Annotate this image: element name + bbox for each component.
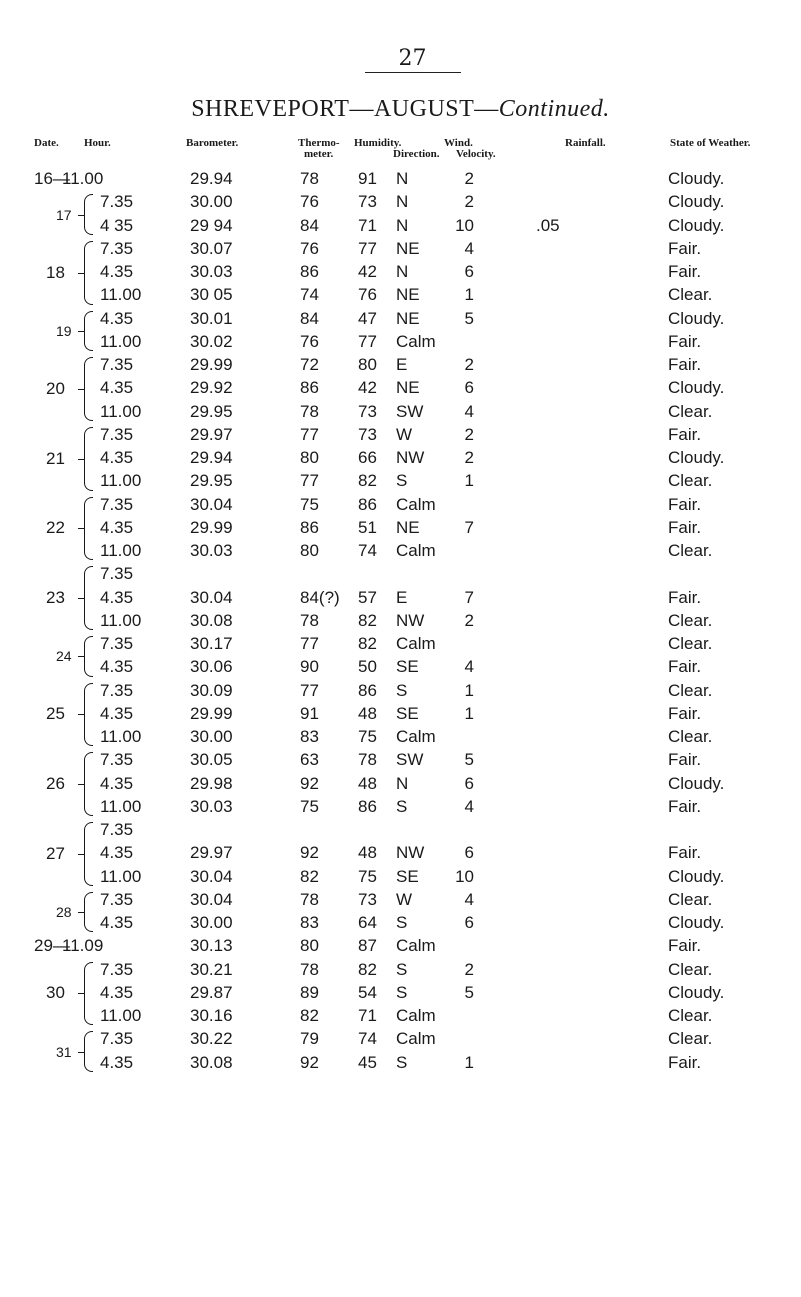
cell-hour: 11.09 bbox=[62, 936, 104, 956]
cell-humidity: 73 bbox=[358, 192, 377, 212]
cell-humidity: 77 bbox=[358, 331, 377, 351]
cell-wind-direction: SE bbox=[396, 703, 419, 723]
cell-barometer: 29.99 bbox=[190, 517, 233, 537]
cell-wind-direction: S bbox=[396, 680, 408, 700]
header-wind: Wind. bbox=[444, 137, 473, 149]
cell-hour: 11.00 bbox=[100, 866, 142, 886]
cell-humidity: 86 bbox=[358, 680, 377, 700]
cell-humidity: 71 bbox=[358, 215, 377, 235]
cell-wind-direction: NE bbox=[396, 517, 420, 537]
cell-hour: 7.35 bbox=[100, 192, 134, 212]
cell-humidity: 91 bbox=[358, 169, 377, 188]
cell-wind-velocity: 2 bbox=[464, 355, 474, 374]
group-brace bbox=[84, 822, 93, 886]
cell-wind-velocity: 6 bbox=[464, 913, 474, 932]
group-brace bbox=[84, 892, 93, 933]
cell-thermometer: 76 bbox=[300, 331, 319, 351]
cell-humidity: 57 bbox=[358, 587, 377, 607]
cell-date: 23 bbox=[46, 588, 65, 608]
cell-rainfall: .05 bbox=[536, 215, 560, 235]
cell-wind-velocity: 2 bbox=[464, 424, 474, 444]
cell-humidity: 50 bbox=[358, 657, 377, 677]
cell-weather: Clear. bbox=[668, 959, 713, 979]
cell-wind-direction: N bbox=[396, 262, 409, 281]
cell-hour: 11.00 bbox=[100, 285, 142, 305]
cell-wind-velocity: 5 bbox=[464, 308, 474, 328]
cell-wind-direction: S bbox=[396, 1052, 408, 1072]
header-wind-velocity: Velocity. bbox=[456, 148, 496, 160]
cell-barometer: 29.94 bbox=[190, 169, 233, 188]
cell-wind-direction: NE bbox=[396, 378, 420, 398]
cell-barometer: 30.06 bbox=[190, 657, 233, 677]
cell-thermometer: 74 bbox=[300, 285, 319, 305]
cell-humidity: 48 bbox=[358, 703, 377, 723]
cell-humidity: 42 bbox=[358, 262, 377, 281]
group-brace bbox=[84, 683, 93, 747]
header-date: Date. bbox=[34, 137, 59, 149]
cell-weather: Clear. bbox=[668, 401, 713, 421]
header-barometer: Barometer. bbox=[186, 137, 239, 149]
cell-thermometer: 75 bbox=[300, 796, 319, 816]
cell-thermometer: 78 bbox=[300, 401, 319, 421]
cell-date: 16— bbox=[34, 169, 70, 188]
cell-thermometer: 84(?) bbox=[300, 587, 340, 607]
cell-date: 24 bbox=[56, 648, 72, 665]
cell-weather: Clear. bbox=[668, 634, 713, 653]
cell-weather: Cloudy. bbox=[668, 308, 725, 328]
cell-wind-direction: Calm bbox=[396, 1029, 436, 1049]
cell-humidity: 42 bbox=[358, 378, 377, 398]
cell-weather: Cloudy. bbox=[668, 913, 725, 932]
cell-wind-direction: NW bbox=[396, 610, 425, 630]
cell-weather: Fair. bbox=[668, 587, 702, 607]
header-wind-direction: Direction. bbox=[393, 148, 440, 160]
cell-barometer: 29.92 bbox=[190, 378, 233, 398]
cell-wind-direction: N bbox=[396, 215, 409, 235]
cell-wind-velocity: 2 bbox=[464, 169, 474, 188]
cell-wind-velocity: 1 bbox=[464, 703, 474, 723]
cell-thermometer: 79 bbox=[300, 1029, 319, 1049]
cell-wind-direction: S bbox=[396, 982, 408, 1002]
cell-weather: Fair. bbox=[668, 238, 702, 258]
cell-date: 22 bbox=[46, 518, 65, 538]
cell-wind-velocity: 4 bbox=[464, 657, 474, 677]
group-brace bbox=[84, 357, 93, 421]
cell-thermometer: 86 bbox=[300, 262, 319, 281]
cell-wind-velocity: 6 bbox=[464, 843, 474, 863]
cell-barometer: 29.95 bbox=[190, 471, 233, 491]
cell-weather: Fair. bbox=[668, 262, 702, 281]
cell-humidity: 74 bbox=[358, 1029, 377, 1049]
cell-wind-direction: Calm bbox=[396, 1006, 436, 1025]
cell-hour: 4.35 bbox=[100, 262, 134, 281]
cell-wind-velocity: 7 bbox=[464, 587, 474, 607]
cell-wind-direction: Calm bbox=[396, 331, 436, 351]
cell-wind-velocity: 5 bbox=[464, 750, 474, 770]
cell-barometer: 30.09 bbox=[190, 680, 233, 700]
cell-thermometer: 80 bbox=[300, 448, 319, 467]
cell-thermometer: 86 bbox=[300, 517, 319, 537]
cell-thermometer: 92 bbox=[300, 843, 319, 863]
cell-hour: 4.35 bbox=[100, 448, 134, 467]
cell-wind-velocity: 1 bbox=[464, 471, 474, 491]
cell-hour: 4 35 bbox=[100, 215, 134, 235]
cell-thermometer: 78 bbox=[300, 959, 319, 979]
cell-weather: Fair. bbox=[668, 703, 702, 723]
cell-thermometer: 92 bbox=[300, 773, 319, 793]
cell-wind-velocity: 4 bbox=[464, 401, 474, 421]
page-number-text: 27 bbox=[365, 46, 461, 73]
cell-wind-direction: NE bbox=[396, 285, 420, 305]
cell-humidity: 48 bbox=[358, 843, 377, 863]
cell-thermometer: 76 bbox=[300, 192, 319, 212]
cell-thermometer: 90 bbox=[300, 657, 319, 677]
cell-thermometer: 83 bbox=[300, 913, 319, 932]
cell-barometer: 30.00 bbox=[190, 913, 233, 932]
cell-barometer: 30.07 bbox=[190, 238, 233, 258]
cell-thermometer: 77 bbox=[300, 634, 319, 653]
cell-wind-direction: W bbox=[396, 424, 413, 444]
cell-humidity: 77 bbox=[358, 238, 377, 258]
cell-weather: Clear. bbox=[668, 889, 713, 909]
group-brace bbox=[84, 1031, 93, 1072]
cell-wind-direction: NW bbox=[396, 448, 425, 467]
cell-thermometer: 84 bbox=[300, 308, 319, 328]
cell-humidity: 54 bbox=[358, 982, 377, 1002]
cell-thermometer: 78 bbox=[300, 889, 319, 909]
cell-date: 28 bbox=[56, 904, 72, 920]
cell-wind-direction: SE bbox=[396, 866, 419, 886]
cell-weather: Cloudy. bbox=[668, 866, 725, 886]
cell-date: 27 bbox=[46, 843, 65, 863]
group-brace bbox=[84, 427, 93, 491]
cell-barometer: 30.08 bbox=[190, 610, 233, 630]
header-rainfall: Rainfall. bbox=[565, 137, 606, 149]
cell-wind-direction: S bbox=[396, 959, 408, 979]
cell-humidity: 73 bbox=[358, 889, 377, 909]
cell-wind-velocity: 1 bbox=[464, 285, 474, 305]
cell-wind-direction: W bbox=[396, 889, 413, 909]
cell-thermometer: 77 bbox=[300, 471, 319, 491]
cell-wind-direction: SW bbox=[396, 401, 424, 421]
header-thermometer-line1: Thermo- bbox=[298, 137, 340, 149]
cell-hour: 4.35 bbox=[100, 773, 134, 793]
cell-barometer: 30 05 bbox=[190, 285, 233, 305]
cell-date: 17 bbox=[56, 206, 72, 223]
cell-thermometer: 92 bbox=[300, 1052, 319, 1072]
group-brace bbox=[84, 194, 93, 235]
cell-wind-velocity: 1 bbox=[464, 1052, 474, 1072]
cell-wind-velocity: 4 bbox=[464, 889, 474, 909]
cell-thermometer: 80 bbox=[300, 541, 319, 560]
cell-wind-velocity: 6 bbox=[464, 262, 474, 281]
cell-hour: 11.00 bbox=[100, 727, 142, 746]
cell-wind-velocity: 6 bbox=[464, 773, 474, 793]
cell-humidity: 51 bbox=[358, 517, 377, 537]
cell-wind-direction: Calm bbox=[396, 727, 436, 746]
cell-barometer: 30.08 bbox=[190, 1052, 233, 1072]
cell-barometer: 30.04 bbox=[190, 866, 233, 886]
cell-weather: Cloudy. bbox=[668, 773, 725, 793]
group-brace bbox=[84, 566, 93, 630]
cell-hour: 7.35 bbox=[100, 889, 134, 909]
cell-barometer: 30.13 bbox=[190, 936, 233, 956]
header-weather: State of Weather. bbox=[670, 137, 751, 149]
cell-wind-velocity: 4 bbox=[464, 238, 474, 258]
cell-wind-direction: N bbox=[396, 773, 409, 793]
group-brace bbox=[84, 752, 93, 816]
cell-thermometer: 77 bbox=[300, 680, 319, 700]
cell-wind-direction: NE bbox=[396, 238, 420, 258]
cell-hour: 11.00 bbox=[100, 541, 142, 560]
cell-thermometer: 83 bbox=[300, 727, 319, 746]
cell-date: 25 bbox=[46, 704, 65, 724]
cell-weather: Clear. bbox=[668, 285, 713, 305]
cell-weather: Fair. bbox=[668, 750, 702, 770]
cell-hour: 4.35 bbox=[100, 308, 134, 328]
cell-weather: Cloudy. bbox=[668, 378, 725, 398]
cell-wind-direction: S bbox=[396, 796, 408, 816]
cell-barometer: 29.87 bbox=[190, 982, 233, 1002]
cell-wind-direction: SW bbox=[396, 750, 424, 770]
cell-thermometer: 91 bbox=[300, 703, 319, 723]
cell-humidity: 66 bbox=[358, 448, 377, 467]
cell-weather: Cloudy. bbox=[668, 192, 725, 212]
cell-hour: 11.00 bbox=[100, 471, 142, 491]
cell-wind-direction: Calm bbox=[396, 494, 436, 514]
cell-barometer: 30.03 bbox=[190, 541, 233, 560]
cell-humidity: 76 bbox=[358, 285, 377, 305]
cell-hour: 7.35 bbox=[100, 680, 134, 700]
cell-humidity: 45 bbox=[358, 1052, 377, 1072]
cell-humidity: 87 bbox=[358, 936, 377, 956]
cell-thermometer: 82 bbox=[300, 866, 319, 886]
cell-barometer: 29.99 bbox=[190, 355, 233, 374]
cell-date: 18 bbox=[46, 262, 65, 282]
cell-thermometer: 89 bbox=[300, 982, 319, 1002]
cell-weather: Cloudy. bbox=[668, 982, 725, 1002]
cell-date: 29— bbox=[34, 936, 70, 956]
cell-thermometer: 76 bbox=[300, 238, 319, 258]
group-brace bbox=[84, 241, 93, 305]
cell-weather: Cloudy. bbox=[668, 215, 725, 235]
cell-humidity: 71 bbox=[358, 1006, 377, 1025]
group-brace bbox=[84, 636, 93, 677]
cell-weather: Clear. bbox=[668, 610, 713, 630]
cell-barometer: 30.21 bbox=[190, 959, 233, 979]
cell-barometer: 29.94 bbox=[190, 448, 233, 467]
cell-wind-velocity: 2 bbox=[464, 192, 474, 212]
cell-barometer: 29.98 bbox=[190, 773, 233, 793]
cell-weather: Fair. bbox=[668, 355, 702, 374]
cell-wind-direction: SE bbox=[396, 657, 419, 677]
cell-hour: 7.35 bbox=[100, 494, 134, 514]
cell-humidity: 73 bbox=[358, 424, 377, 444]
cell-humidity: 74 bbox=[358, 541, 377, 560]
cell-hour: 4.35 bbox=[100, 378, 134, 398]
cell-wind-direction: Calm bbox=[396, 634, 436, 653]
cell-weather: Fair. bbox=[668, 494, 702, 514]
cell-wind-direction: S bbox=[396, 913, 408, 932]
cell-barometer: 30.01 bbox=[190, 308, 233, 328]
cell-hour: 7.35 bbox=[100, 750, 134, 770]
cell-thermometer: 80 bbox=[300, 936, 319, 956]
group-brace bbox=[84, 311, 93, 352]
cell-wind-direction: Calm bbox=[396, 936, 436, 956]
cell-humidity: 86 bbox=[358, 494, 377, 514]
cell-hour: 11.00 bbox=[100, 610, 142, 630]
cell-hour: 7.35 bbox=[100, 959, 134, 979]
cell-weather: Clear. bbox=[668, 1006, 713, 1025]
cell-wind-direction: NW bbox=[396, 843, 425, 863]
cell-barometer: 29.95 bbox=[190, 401, 233, 421]
cell-barometer: 30.03 bbox=[190, 262, 233, 281]
cell-barometer: 30.04 bbox=[190, 494, 233, 514]
cell-hour: 7.35 bbox=[100, 1029, 134, 1049]
cell-thermometer: 82 bbox=[300, 1006, 319, 1025]
cell-hour: 11.00 bbox=[100, 401, 142, 421]
cell-wind-direction: Calm bbox=[396, 541, 436, 560]
cell-wind-direction: E bbox=[396, 587, 408, 607]
cell-hour: 4.35 bbox=[100, 657, 134, 677]
cell-thermometer: 84 bbox=[300, 215, 319, 235]
cell-wind-velocity: 1 bbox=[464, 680, 474, 700]
cell-barometer: 30.03 bbox=[190, 796, 233, 816]
cell-hour: 11.00 bbox=[62, 169, 104, 188]
group-brace bbox=[84, 962, 93, 1026]
cell-date: 21 bbox=[46, 448, 65, 468]
cell-weather: Cloudy. bbox=[668, 448, 725, 467]
cell-weather: Clear. bbox=[668, 727, 713, 746]
cell-barometer: 30.00 bbox=[190, 727, 233, 746]
cell-hour: 4.35 bbox=[100, 843, 134, 863]
cell-wind-velocity: 10 bbox=[455, 866, 474, 886]
cell-date: 30 bbox=[46, 983, 65, 1003]
cell-hour: 11.00 bbox=[100, 1006, 142, 1025]
cell-humidity: 80 bbox=[358, 355, 377, 374]
cell-thermometer: 75 bbox=[300, 494, 319, 514]
cell-barometer: 29.97 bbox=[190, 424, 233, 444]
cell-hour: 4.35 bbox=[100, 982, 134, 1002]
cell-weather: Clear. bbox=[668, 471, 713, 491]
group-brace bbox=[84, 497, 93, 561]
header-hour: Hour. bbox=[84, 137, 111, 149]
cell-humidity: 78 bbox=[358, 750, 377, 770]
cell-hour: 7.35 bbox=[100, 634, 134, 653]
cell-barometer: 30.02 bbox=[190, 331, 233, 351]
cell-hour: 4.35 bbox=[100, 703, 134, 723]
page-title-continued: Continued. bbox=[498, 96, 610, 122]
cell-wind-velocity: 2 bbox=[464, 959, 474, 979]
cell-thermometer: 72 bbox=[300, 355, 319, 374]
cell-wind-velocity: 2 bbox=[464, 448, 474, 467]
cell-hour: 7.35 bbox=[100, 564, 134, 584]
cell-weather: Fair. bbox=[668, 331, 702, 351]
cell-wind-velocity: 6 bbox=[464, 378, 474, 398]
cell-humidity: 82 bbox=[358, 471, 377, 491]
cell-thermometer: 63 bbox=[300, 750, 319, 770]
cell-wind-velocity: 5 bbox=[464, 982, 474, 1002]
cell-barometer: 30.00 bbox=[190, 192, 233, 212]
cell-weather: Fair. bbox=[668, 936, 702, 956]
cell-hour: 11.00 bbox=[100, 796, 142, 816]
cell-humidity: 82 bbox=[358, 610, 377, 630]
cell-wind-direction: S bbox=[396, 471, 408, 491]
cell-barometer: 30.04 bbox=[190, 587, 233, 607]
cell-date: 20 bbox=[46, 378, 65, 398]
cell-thermometer: 78 bbox=[300, 610, 319, 630]
page-title-main: SHREVEPORT—AUGUST— bbox=[191, 96, 499, 122]
cell-weather: Fair. bbox=[668, 796, 702, 816]
cell-humidity: 64 bbox=[358, 913, 377, 932]
cell-wind-velocity: 7 bbox=[464, 517, 474, 537]
cell-humidity: 75 bbox=[358, 866, 377, 886]
cell-hour: 7.35 bbox=[100, 424, 134, 444]
cell-humidity: 86 bbox=[358, 796, 377, 816]
cell-wind-velocity: 10 bbox=[455, 215, 474, 235]
cell-weather: Clear. bbox=[668, 541, 713, 560]
cell-wind-velocity: 4 bbox=[464, 796, 474, 816]
cell-humidity: 47 bbox=[358, 308, 377, 328]
cell-humidity: 75 bbox=[358, 727, 377, 746]
cell-thermometer: 78 bbox=[300, 169, 319, 188]
cell-barometer: 29.99 bbox=[190, 703, 233, 723]
cell-humidity: 73 bbox=[358, 401, 377, 421]
cell-barometer: 29.97 bbox=[190, 843, 233, 863]
cell-weather: Clear. bbox=[668, 1029, 713, 1049]
cell-barometer: 29 94 bbox=[190, 215, 233, 235]
cell-weather: Clear. bbox=[668, 680, 713, 700]
cell-weather: Fair. bbox=[668, 1052, 702, 1072]
cell-weather: Cloudy. bbox=[668, 169, 725, 188]
cell-weather: Fair. bbox=[668, 424, 702, 444]
cell-wind-direction: E bbox=[396, 355, 408, 374]
cell-hour: 7.35 bbox=[100, 238, 134, 258]
cell-hour: 4.35 bbox=[100, 1052, 134, 1072]
cell-date: 26 bbox=[46, 774, 65, 794]
cell-barometer: 30.16 bbox=[190, 1006, 233, 1025]
cell-weather: Fair. bbox=[668, 657, 702, 677]
cell-hour: 7.35 bbox=[100, 820, 134, 839]
header-humidity: Humidity. bbox=[354, 137, 402, 149]
cell-humidity: 82 bbox=[358, 959, 377, 979]
cell-hour: 4.35 bbox=[100, 913, 134, 932]
cell-humidity: 48 bbox=[358, 773, 377, 793]
cell-weather: Fair. bbox=[668, 517, 702, 537]
cell-date: 31 bbox=[56, 1043, 72, 1060]
cell-barometer: 30.05 bbox=[190, 750, 233, 770]
cell-hour: 11.00 bbox=[100, 331, 142, 351]
cell-date: 19 bbox=[56, 322, 72, 339]
cell-barometer: 30.22 bbox=[190, 1029, 233, 1049]
cell-hour: 4.35 bbox=[100, 517, 134, 537]
cell-wind-direction: N bbox=[396, 169, 409, 188]
cell-weather: Fair. bbox=[668, 843, 702, 863]
cell-barometer: 30.04 bbox=[190, 889, 233, 909]
cell-hour: 4.35 bbox=[100, 587, 134, 607]
cell-barometer: 30.17 bbox=[190, 634, 233, 653]
header-thermometer-line2: meter. bbox=[304, 148, 334, 160]
cell-wind-direction: NE bbox=[396, 308, 420, 328]
cell-humidity: 82 bbox=[358, 634, 377, 653]
cell-wind-velocity: 2 bbox=[464, 610, 474, 630]
cell-thermometer: 86 bbox=[300, 378, 319, 398]
cell-wind-direction: N bbox=[396, 192, 409, 212]
cell-hour: 7.35 bbox=[100, 355, 134, 374]
cell-thermometer: 77 bbox=[300, 424, 319, 444]
